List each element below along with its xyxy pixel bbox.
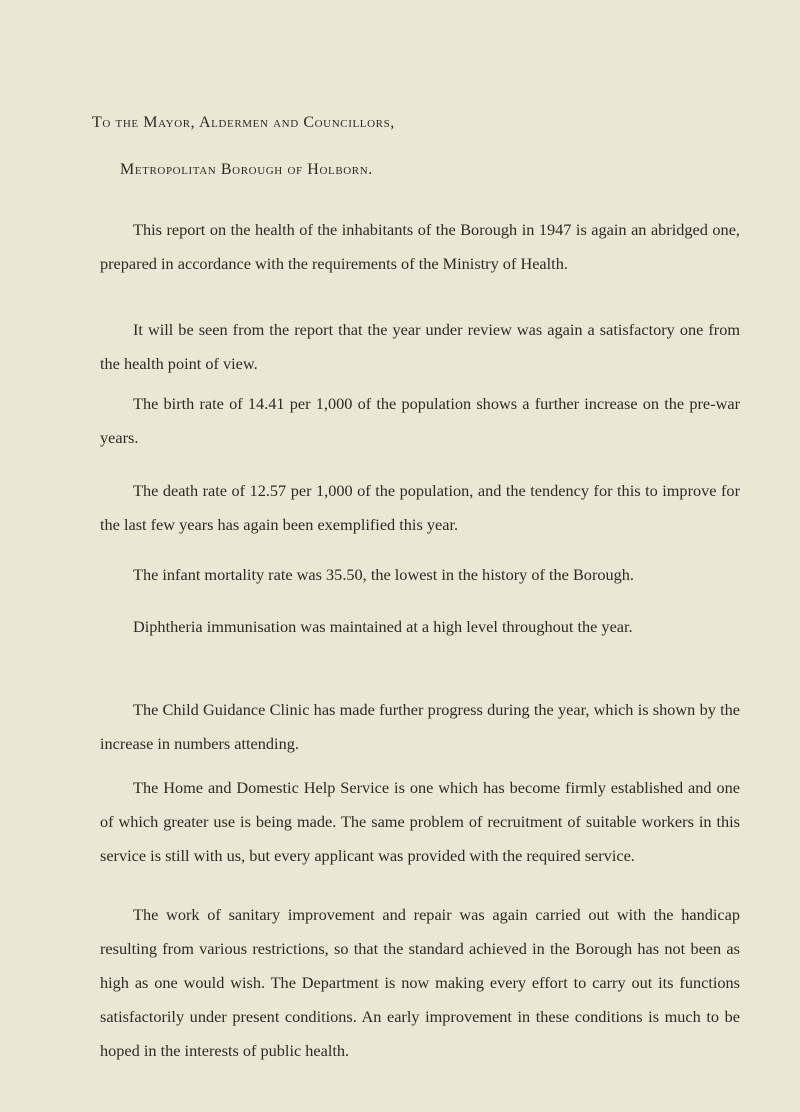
paragraph-diphtheria: Diphtheria immunisation was maintained at a high level throughout the year.	[133, 617, 633, 636]
paragraph-infant-mortality: The infant mortality rate was 35.50, the lowest in the history of the Borough.	[133, 565, 634, 584]
paragraph-birth-rate: The birth rate of 14.41 per 1,000 of the population shows a further increase on the pre-war years.	[100, 394, 740, 447]
paragraph-report-intro: This report on the health of the inhabitants of the Borough in 1947 is again an abridged one, prepared in accordance with the requirements of the Ministry of Health.	[100, 220, 740, 273]
paragraph-home-help: The Home and Domestic Help Service is one which has become firmly established and one of which greater use is being made. The same problem of recruitment of suitable workers in this service is still with us, but every applicant was provided with the required service.	[100, 778, 740, 865]
addressee-line-1: To the Mayor, Aldermen and Councillors,	[92, 114, 395, 131]
addressee-line-2: Metropolitan Borough of Holborn.	[120, 161, 373, 178]
paragraph-sanitary: The work of sanitary improvement and repair was again carried out with the handicap resulting from various restrictions, so that the standard achieved in the Borough has not been as high as one would wish. The Department is now making every effort to carry out its functions satisfactorily under present conditions. An early improvement in these conditions is much to be hoped in the interests of public health.	[100, 905, 740, 1060]
paragraph-death-rate: The death rate of 12.57 per 1,000 of the population, and the tendency for this to improve for the last few years has again been exemplified this year.	[100, 481, 740, 534]
paragraph-child-guidance: The Child Guidance Clinic has made further progress during the year, which is shown by the increase in numbers attending.	[100, 700, 740, 753]
paragraph-satisfactory-year: It will be seen from the report that the year under review was again a satisfactory one from the health point of view.	[100, 320, 740, 373]
